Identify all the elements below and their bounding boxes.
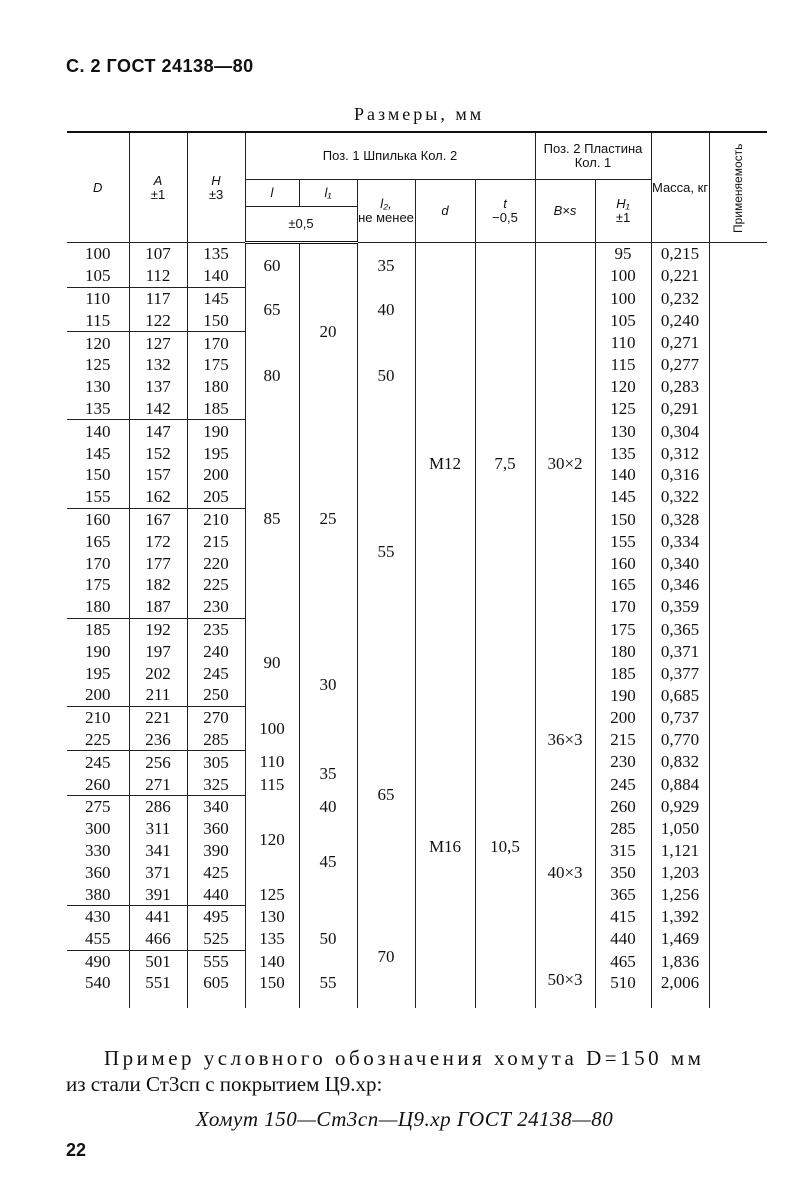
cell-H1: 190 [595, 684, 651, 706]
cell-D: 180 [85, 597, 111, 617]
header-l: l [245, 180, 299, 207]
page-header: С. 2 ГОСТ 24138—80 [66, 56, 254, 76]
cell-A: 441 [129, 905, 187, 927]
cell-mass: 0,929 [651, 795, 709, 817]
cell-l: 120 [245, 795, 299, 883]
cell-mass: 0,304 [651, 420, 709, 442]
cell-mass: 1,469 [651, 928, 709, 950]
cell-H: 305 [187, 751, 245, 773]
cell-H: 495 [187, 905, 245, 927]
cell-A: 501 [129, 950, 187, 972]
designation-example [66, 1045, 776, 1097]
cell-A: 286 [129, 795, 187, 817]
cell-H: 145 [187, 287, 245, 309]
header-l2: l₂, не менее [357, 180, 415, 243]
cell-H: 195 [187, 442, 245, 464]
cell-A: 112 [129, 265, 187, 287]
cell-H: 150 [187, 309, 245, 331]
page-number: 22 [66, 1140, 87, 1160]
cell-A: 466 [129, 928, 187, 950]
cell-D: 160 [67, 508, 129, 530]
cell-l1: 35 [299, 751, 357, 796]
cell-l2: 40 [357, 287, 415, 332]
cell-H: 180 [187, 376, 245, 398]
cell-mass: 0,232 [651, 287, 709, 309]
cell-D: 200 [85, 685, 111, 705]
cell-use [709, 552, 767, 574]
cell-A: 236 [129, 729, 187, 751]
cell-use [709, 640, 767, 662]
cell-d: M12 [415, 243, 475, 684]
header-l1: l₁ [299, 180, 357, 207]
cell-H1: 365 [595, 883, 651, 905]
cell-A: 311 [129, 818, 187, 840]
cell-H1: 245 [595, 773, 651, 795]
cell-D: 175 [85, 575, 111, 595]
cell-A: 192 [129, 618, 187, 640]
cell-mass: 1,050 [651, 818, 709, 840]
cell-mass: 0,215 [651, 243, 709, 265]
cell-use [709, 706, 767, 728]
cell-t: 7,5 [475, 243, 535, 684]
cell-D: 490 [67, 950, 129, 972]
cell-l: 115 [245, 773, 299, 795]
cell-use [709, 840, 767, 862]
cell-l: 135 [245, 928, 299, 950]
cell-A: 197 [129, 640, 187, 662]
cell-l1: 40 [299, 795, 357, 817]
cell-mass: 0,884 [651, 773, 709, 795]
cell-Bxs: 36×3 [535, 684, 595, 795]
cell-A: 107 [129, 243, 187, 265]
cell-use [709, 376, 767, 398]
cell-t: 10,5 [475, 684, 535, 1008]
cell-use [709, 883, 767, 905]
cell-H: 285 [187, 729, 245, 751]
cell-A: 202 [129, 662, 187, 684]
cell-D: 430 [67, 905, 129, 927]
cell-mass: 0,328 [651, 508, 709, 530]
cell-mass: 0,340 [651, 552, 709, 574]
cell-use [709, 442, 767, 464]
cell-D: 195 [85, 663, 111, 683]
cell-H1: 150 [595, 508, 651, 530]
cell-D: 260 [85, 774, 111, 794]
cell-l: 100 [245, 706, 299, 751]
cell-use [709, 773, 767, 795]
cell-mass: 1,203 [651, 861, 709, 883]
cell-mass: 1,392 [651, 905, 709, 927]
cell-D: 455 [85, 929, 111, 949]
cell-H: 340 [187, 795, 245, 817]
cell-D: 110 [67, 287, 129, 309]
cell-H1: 115 [595, 354, 651, 376]
cell-A: 132 [129, 354, 187, 376]
cell-mass: 0,832 [651, 751, 709, 773]
cell-D: 125 [85, 355, 111, 375]
cell-A: 127 [129, 332, 187, 354]
cell-A: 221 [129, 706, 187, 728]
cell-H1: 175 [595, 618, 651, 640]
cell-l: 110 [245, 751, 299, 773]
header-applicability: Применяемость [709, 132, 767, 243]
cell-H: 240 [187, 640, 245, 662]
cell-use [709, 486, 767, 508]
cell-H: 525 [187, 928, 245, 950]
cell-A: 391 [129, 883, 187, 905]
cell-H: 205 [187, 486, 245, 508]
cell-H1: 130 [595, 420, 651, 442]
cell-H: 250 [187, 684, 245, 706]
cell-l1: 30 [299, 618, 357, 751]
cell-l: 85 [245, 420, 299, 618]
cell-use [709, 662, 767, 684]
cell-H1: 230 [595, 751, 651, 773]
cell-H: 210 [187, 508, 245, 530]
header-d: d [415, 180, 475, 243]
cell-H1: 465 [595, 950, 651, 972]
cell-H: 235 [187, 618, 245, 640]
cell-use [709, 332, 767, 354]
cell-mass: 0,371 [651, 640, 709, 662]
cell-H: 245 [187, 662, 245, 684]
cell-H1: 95 [595, 243, 651, 265]
cell-H: 230 [187, 596, 245, 618]
cell-mass: 0,770 [651, 729, 709, 751]
cell-l2: 65 [357, 684, 415, 905]
cell-D: 135 [85, 398, 111, 418]
cell-D: 540 [85, 973, 111, 993]
cell-D: 140 [67, 420, 129, 442]
cell-H: 360 [187, 818, 245, 840]
cell-l: 60 [245, 243, 299, 288]
dimensions-table [67, 131, 767, 1008]
cell-use [709, 574, 767, 596]
cell-A: 187 [129, 596, 187, 618]
cell-mass: 0,334 [651, 530, 709, 552]
header-H1: H₁ ±1 [595, 180, 651, 243]
cell-A: 341 [129, 840, 187, 862]
cell-A: 177 [129, 552, 187, 574]
cell-l1: 45 [299, 818, 357, 906]
cell-mass: 2,006 [651, 972, 709, 1008]
cell-use [709, 928, 767, 950]
cell-D: 100 [85, 244, 111, 264]
cell-mass: 0,365 [651, 618, 709, 640]
cell-l: 150 [245, 972, 299, 1008]
cell-H1: 160 [595, 552, 651, 574]
cell-H1: 155 [595, 530, 651, 552]
cell-H1: 100 [595, 265, 651, 287]
cell-mass: 0,312 [651, 442, 709, 464]
table-body [67, 243, 767, 1009]
cell-H1: 440 [595, 928, 651, 950]
cell-use [709, 354, 767, 376]
cell-l1: 50 [299, 905, 357, 972]
cell-H1: 100 [595, 287, 651, 309]
cell-H: 325 [187, 773, 245, 795]
cell-H1: 415 [595, 905, 651, 927]
header-Bxs: B×s [535, 180, 595, 243]
cell-A: 147 [129, 420, 187, 442]
header-mass: Масса, кг [651, 132, 709, 243]
cell-D: 120 [67, 332, 129, 354]
cell-H: 170 [187, 332, 245, 354]
cell-H1: 145 [595, 486, 651, 508]
cell-l1: 25 [299, 420, 357, 618]
cell-H1: 200 [595, 706, 651, 728]
cell-l: 80 [245, 332, 299, 420]
example-line-1: Пример условного обозначения хомута D=150 мм [104, 1046, 705, 1070]
cell-H: 215 [187, 530, 245, 552]
cell-mass: 0,346 [651, 574, 709, 596]
cell-H: 605 [187, 972, 245, 1008]
cell-H: 200 [187, 464, 245, 486]
cell-d: M16 [415, 684, 475, 1008]
cell-D: 190 [85, 641, 111, 661]
header-l-tolerance: ±0,5 [245, 207, 357, 243]
cell-A: 256 [129, 751, 187, 773]
cell-H1: 105 [595, 309, 651, 331]
cell-A: 157 [129, 464, 187, 486]
cell-mass: 1,836 [651, 950, 709, 972]
designation-formula: Хомут 150—Ст3сп—Ц9.хр ГОСТ 24138—80 [196, 1107, 614, 1131]
cell-use [709, 618, 767, 640]
cell-use [709, 530, 767, 552]
cell-mass: 0,377 [651, 662, 709, 684]
cell-A: 182 [129, 574, 187, 596]
cell-mass: 0,291 [651, 398, 709, 420]
cell-Bxs: 30×2 [535, 243, 595, 684]
cell-H1: 260 [595, 795, 651, 817]
cell-D: 145 [85, 443, 111, 463]
cell-A: 137 [129, 376, 187, 398]
cell-H: 220 [187, 552, 245, 574]
cell-l: 125 [245, 883, 299, 905]
cell-H1: 350 [595, 861, 651, 883]
cell-D: 330 [85, 840, 111, 860]
cell-l: 65 [245, 287, 299, 332]
cell-l: 140 [245, 950, 299, 972]
cell-H: 175 [187, 354, 245, 376]
cell-use [709, 684, 767, 706]
cell-H1: 135 [595, 442, 651, 464]
cell-D: 245 [67, 751, 129, 773]
cell-D: 275 [67, 795, 129, 817]
cell-mass: 0,359 [651, 596, 709, 618]
example-line-2: из стали Ст3сп с покрытием Ц9.хр: [66, 1072, 383, 1096]
cell-D: 150 [85, 465, 111, 485]
cell-mass: 1,121 [651, 840, 709, 862]
header-group-stud: Поз. 1 Шпилька Кол. 2 [245, 132, 535, 180]
table-row [67, 684, 767, 706]
cell-D: 185 [67, 618, 129, 640]
table-header [67, 132, 767, 243]
cell-mass: 0,221 [651, 265, 709, 287]
header-t: t −0,5 [475, 180, 535, 243]
cell-mass: 0,240 [651, 309, 709, 331]
cell-A: 172 [129, 530, 187, 552]
cell-A: 271 [129, 773, 187, 795]
cell-use [709, 972, 767, 1008]
cell-D: 105 [85, 266, 111, 286]
cell-A: 371 [129, 861, 187, 883]
cell-use [709, 861, 767, 883]
cell-use [709, 905, 767, 927]
cell-H: 425 [187, 861, 245, 883]
cell-A: 142 [129, 398, 187, 420]
cell-l1: 55 [299, 972, 357, 1008]
cell-H1: 180 [595, 640, 651, 662]
cell-mass: 0,685 [651, 684, 709, 706]
cell-H: 225 [187, 574, 245, 596]
cell-A: 211 [129, 684, 187, 706]
cell-Bxs: 40×3 [535, 795, 595, 950]
cell-use [709, 596, 767, 618]
cell-H: 555 [187, 950, 245, 972]
table-row [67, 243, 767, 265]
cell-use [709, 818, 767, 840]
cell-A: 167 [129, 508, 187, 530]
cell-mass: 1,256 [651, 883, 709, 905]
cell-A: 162 [129, 486, 187, 508]
cell-use [709, 751, 767, 773]
cell-H: 270 [187, 706, 245, 728]
header-A: A ±1 [129, 132, 187, 243]
cell-H: 190 [187, 420, 245, 442]
cell-D: 155 [85, 487, 111, 507]
cell-H1: 125 [595, 398, 651, 420]
header-group-plate: Поз. 2 Пластина Кол. 1 [535, 132, 651, 180]
table-caption: Размеры, мм [354, 104, 485, 124]
cell-use [709, 508, 767, 530]
cell-l2: 35 [357, 243, 415, 288]
cell-use [709, 420, 767, 442]
cell-use [709, 287, 767, 309]
cell-H: 135 [187, 243, 245, 265]
cell-H: 440 [187, 883, 245, 905]
cell-D: 115 [85, 310, 111, 330]
cell-D: 170 [85, 553, 111, 573]
cell-H1: 185 [595, 662, 651, 684]
cell-mass: 0,322 [651, 486, 709, 508]
cell-mass: 0,277 [651, 354, 709, 376]
cell-H: 390 [187, 840, 245, 862]
cell-l2: 55 [357, 420, 415, 684]
cell-use [709, 729, 767, 751]
cell-D: 210 [67, 706, 129, 728]
cell-use [709, 398, 767, 420]
cell-D: 380 [85, 884, 111, 904]
cell-H1: 120 [595, 376, 651, 398]
cell-H1: 510 [595, 972, 651, 1008]
cell-H1: 315 [595, 840, 651, 862]
cell-A: 117 [129, 287, 187, 309]
cell-use [709, 309, 767, 331]
cell-A: 152 [129, 442, 187, 464]
cell-H1: 285 [595, 818, 651, 840]
cell-H: 140 [187, 265, 245, 287]
cell-l: 90 [245, 618, 299, 706]
cell-mass: 0,283 [651, 376, 709, 398]
cell-use [709, 795, 767, 817]
cell-use [709, 243, 767, 265]
cell-D: 165 [85, 531, 111, 551]
cell-D: 130 [85, 377, 111, 397]
cell-l2: 50 [357, 332, 415, 420]
cell-mass: 0,737 [651, 706, 709, 728]
cell-H1: 165 [595, 574, 651, 596]
header-D: D [67, 132, 129, 243]
cell-use [709, 265, 767, 287]
cell-mass: 0,271 [651, 332, 709, 354]
cell-l2: 70 [357, 905, 415, 1008]
cell-use [709, 464, 767, 486]
cell-H1: 140 [595, 464, 651, 486]
cell-D: 360 [85, 862, 111, 882]
cell-A: 122 [129, 309, 187, 331]
cell-mass: 0,316 [651, 464, 709, 486]
cell-A: 551 [129, 972, 187, 1008]
header-H: H ±3 [187, 132, 245, 243]
cell-H1: 170 [595, 596, 651, 618]
cell-Bxs: 50×3 [535, 950, 595, 1008]
cell-H: 185 [187, 398, 245, 420]
cell-use [709, 950, 767, 972]
cell-H1: 215 [595, 729, 651, 751]
cell-D: 225 [85, 729, 111, 749]
cell-l: 130 [245, 905, 299, 927]
cell-l1: 20 [299, 243, 357, 420]
cell-H1: 110 [595, 332, 651, 354]
cell-D: 300 [85, 819, 111, 839]
